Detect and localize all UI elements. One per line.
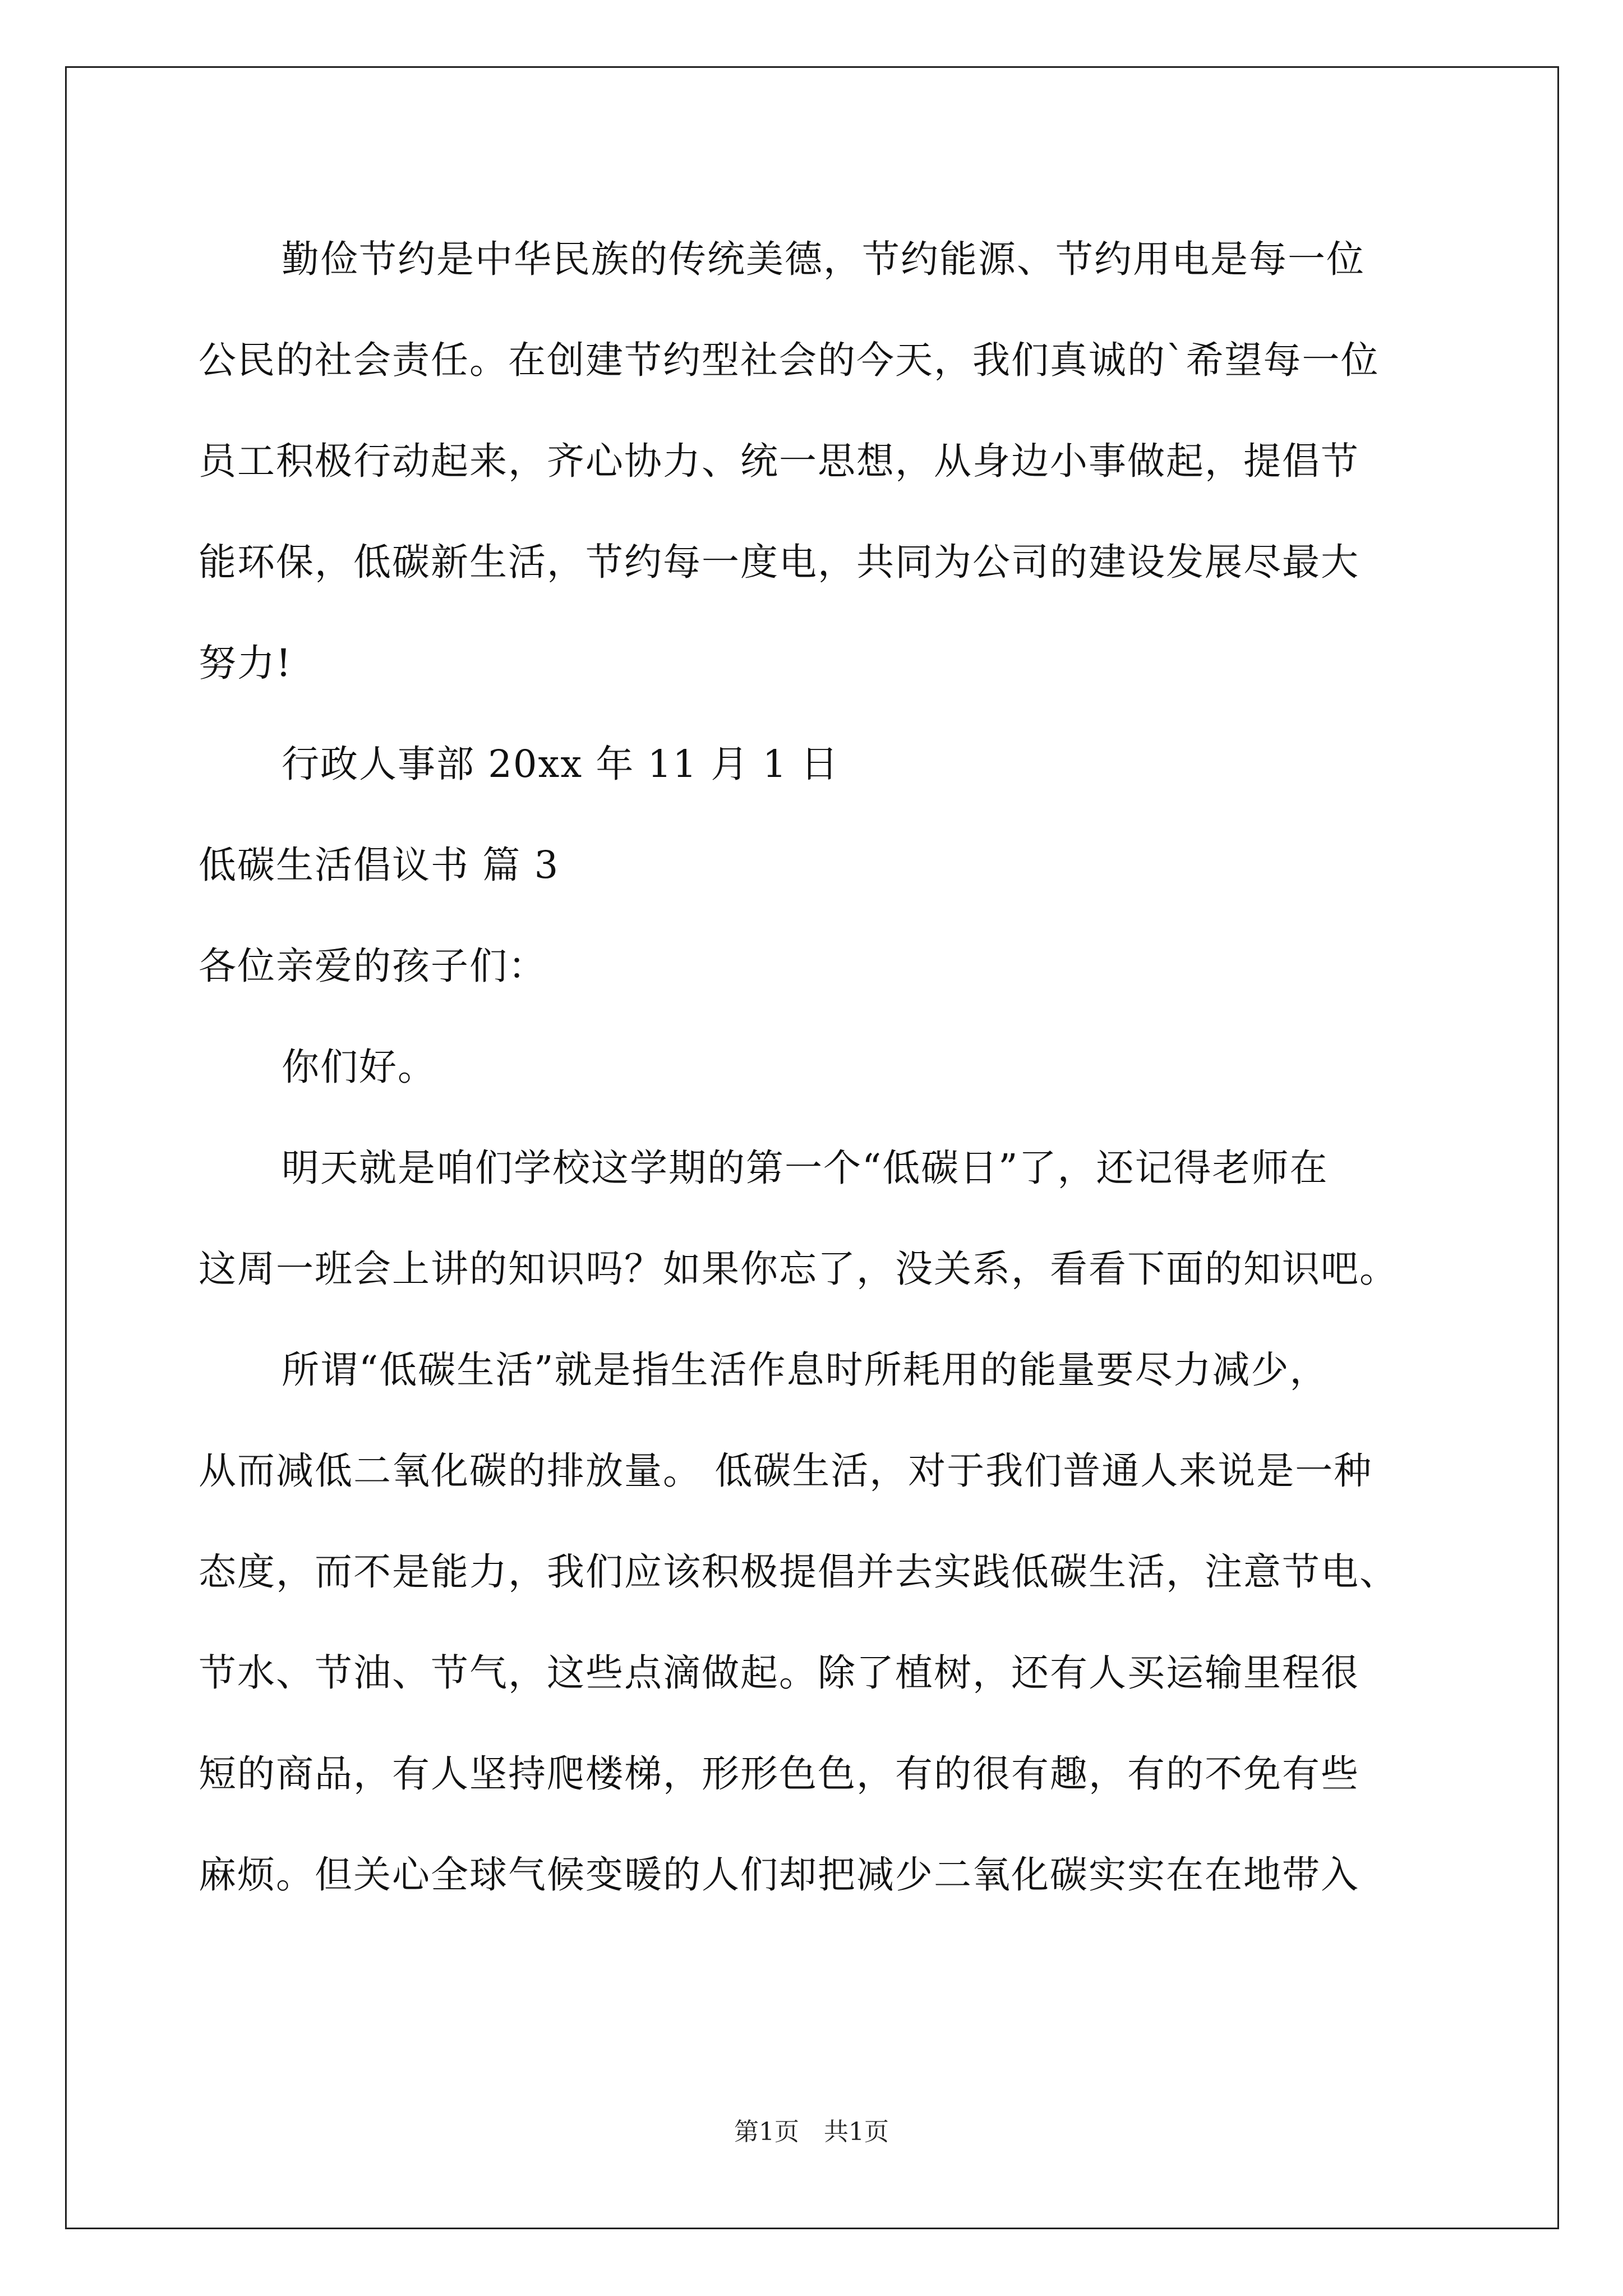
section-heading: 低碳生活倡议书 篇 3 bbox=[199, 843, 560, 887]
paragraph-line: 公民的社会责任。在创建节约型社会的今天，我们真诚的`希望每一位 bbox=[199, 338, 1380, 382]
paragraph-line: 所谓“低碳生活”就是指生活作息时所耗用的能量要尽力减少， bbox=[282, 1348, 1329, 1392]
greeting: 你们好。 bbox=[282, 1045, 436, 1089]
document-body bbox=[199, 209, 1438, 1925]
paragraph-line: 从而减低二氧化碳的排放量。 低碳生活，对于我们普通人来说是一种 bbox=[199, 1449, 1373, 1493]
paragraph-line: 勤俭节约是中华民族的传统美德，节约能源、节约用电是每一位 bbox=[282, 237, 1365, 281]
paragraph-line: 员工积极行动起来，齐心协力、统一思想，从身边小事做起，提倡节 bbox=[199, 439, 1359, 483]
paragraph-line: 这周一班会上讲的知识吗？如果你忘了，没关系，看看下面的知识吧。 bbox=[199, 1247, 1398, 1291]
paragraph-line: 能环保，低碳新生活，节约每一度电，共同为公司的建设发展尽最大 bbox=[199, 540, 1359, 584]
paragraph-line: 短的商品，有人坚持爬楼梯，形形色色，有的很有趣，有的不免有些 bbox=[199, 1752, 1359, 1796]
page-footer: 第1页 共1页 bbox=[734, 2118, 889, 2146]
paragraph-line: 明天就是咱们学校这学期的第一个“低碳日”了，还记得老师在 bbox=[282, 1146, 1329, 1190]
paragraph-line: 节水、节油、节气，这些点滴做起。除了植树，还有人买运输里程很 bbox=[199, 1651, 1359, 1695]
paragraph-line: 努力! bbox=[199, 641, 292, 685]
paragraph-line: 麻烦。但关心全球气候变暖的人们却把减少二氧化碳实实在在地带入 bbox=[199, 1853, 1359, 1897]
signature-line: 行政人事部 20xx 年 11 月 1 日 bbox=[282, 742, 840, 786]
salutation: 各位亲爱的孩子们： bbox=[199, 944, 547, 988]
paragraph-line: 态度，而不是能力，我们应该积极提倡并去实践低碳生活，注意节电、 bbox=[199, 1550, 1398, 1594]
